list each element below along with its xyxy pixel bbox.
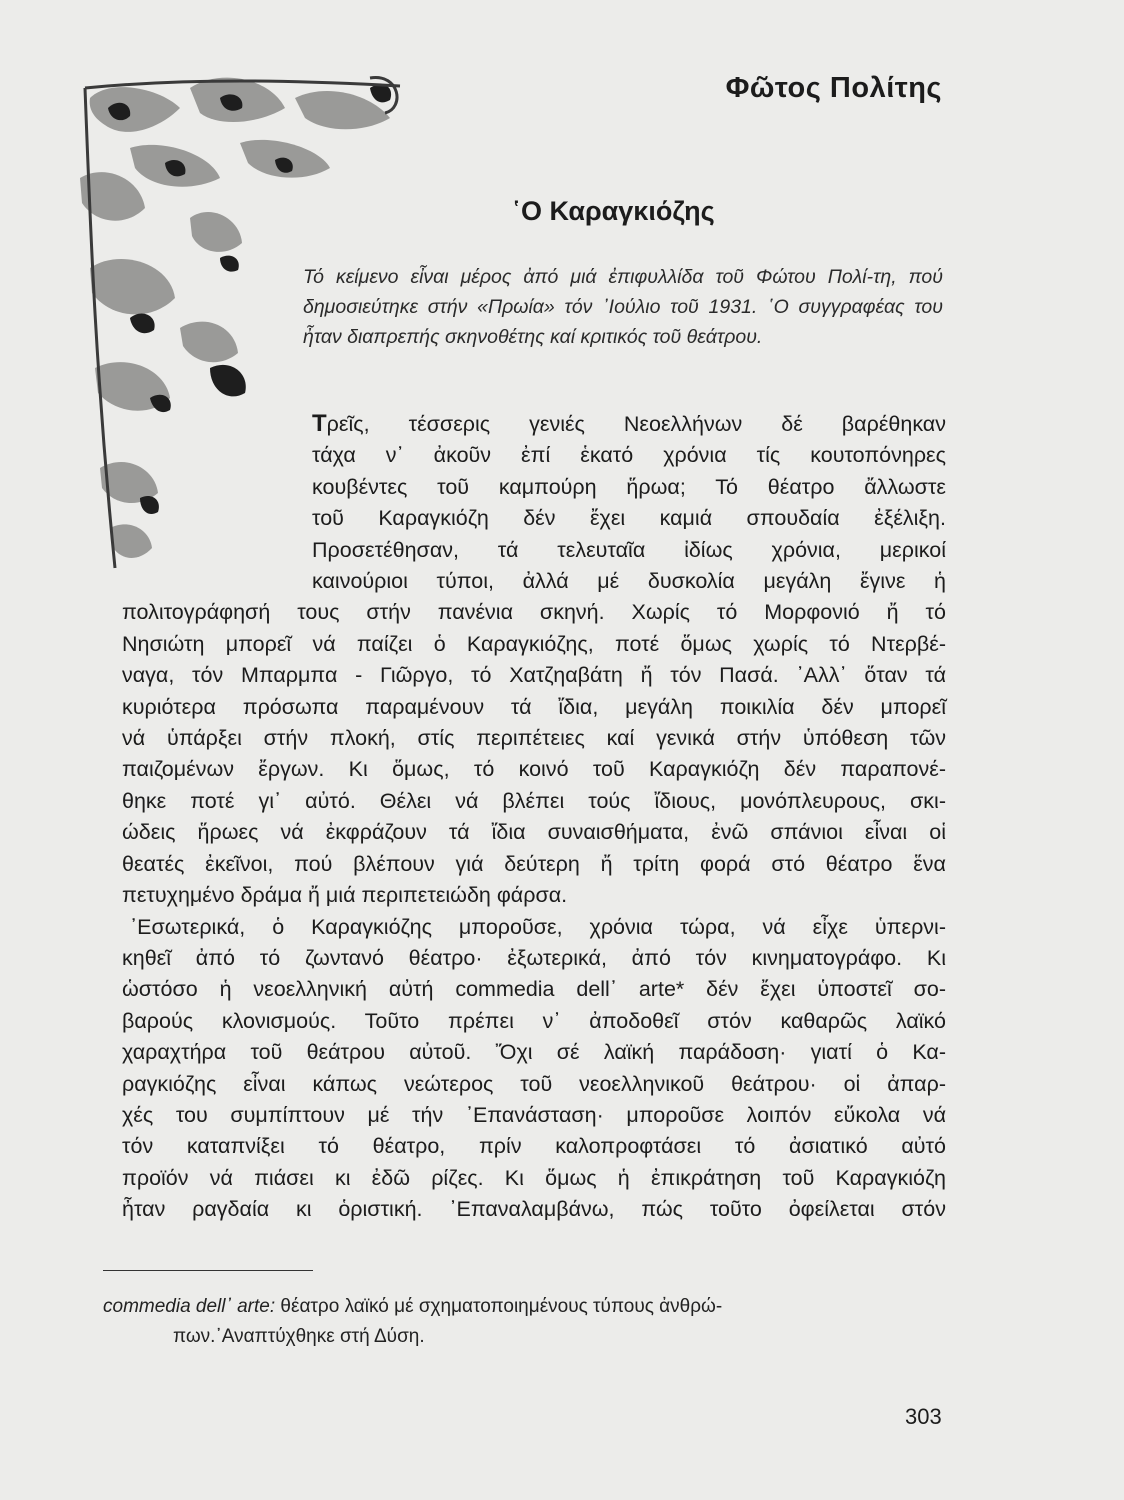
article-body — [122, 408, 946, 1226]
body-line: καινούριοι τύποι, ἀλλά μέ δυσκολία μεγάλη ἔγινε ἡ — [312, 569, 946, 594]
body-line: παιζομένων ἔργων. Κι ὅμως, τό κοινό τοῦ Καραγκιόζη δέν παραπονέ- — [122, 757, 946, 782]
body-line: ναγα, τόν Μπαρμπα - Γιῶργο, τό Χατζηαβάτη ἤ τόν Πασά. ᾽Αλλ᾽ ὅταν τά — [122, 663, 946, 688]
article-intro: Τό κείμενο εἶναι μέρος ἀπό μιά ἐπιφυλλίδα τοῦ Φώτου Πολί-τη, πού δημοσιεύτηκε στήν «Πρωία» τόν ᾽Ιούλιο τοῦ 1931. ῾Ο συγγραφέας του ἦταν διαπρεπής σκηνοθέτης καί κριτικός τοῦ θεάτρου. — [303, 266, 943, 348]
body-line: τάχα ν᾽ ἀκοῦν ἐπί ἑκατό χρόνια τίς κουτοπόνηρες — [312, 443, 946, 468]
body-line: βαρούς κλονισμούς. Τοῦτο πρέπει ν᾽ ἀποδοθεῖ στόν καθαρῶς λαϊκό — [122, 1008, 946, 1033]
body-line: ραγκιόζης εἶναι κάπως νεώτερος τοῦ νεοελληνικοῦ θεάτρου· οἱ ἀπαρ- — [122, 1071, 946, 1096]
body-line: Προσετέθησαν, τά τελευταῖα ἰδίως χρόνια, μερικοί — [312, 537, 946, 562]
body-line — [122, 408, 946, 440]
page-number: 303 — [905, 1404, 942, 1429]
footnote-text-continued: πων.᾽Αναπτύχθηκε στή Δύση. — [173, 1326, 425, 1347]
body-line-text: ρεῖς, τέσσερις γενιές Νεοελλήνων δέ βαρέθηκαν — [326, 412, 946, 436]
body-line: ᾽Εσωτερικά, ὁ Καραγκιόζης μποροῦσε, χρόνια τώρα, νά εἶχε ὑπερνι- — [130, 914, 946, 939]
body-line: κυριότερα πρόσωπα παραμένουν τά ἴδια, μεγάλη ποικιλία δέν μπορεῖ — [122, 694, 946, 719]
body-line: Νησιώτη μπορεῖ νά παίζει ὁ Καραγκιόζης, ποτέ ὅμως χωρίς τό Ντερβέ- — [122, 631, 946, 656]
article-title: ῾Ο Καραγκιόζης — [512, 196, 715, 226]
footnote — [103, 1292, 943, 1352]
body-line: ὡστόσο ἡ νεοελληνική αὐτή commedia dell᾽ arte* δέν ἔχει ὑποστεῖ σο- — [122, 977, 946, 1002]
author-name: Φῶτος Πολίτης — [725, 72, 942, 104]
body-line: νά ὑπάρξει στήν πλοκή, στίς περιπέτειες καί γενικά στήν ὑπόθεση τῶν — [122, 726, 946, 751]
body-line: κουβέντες τοῦ καμπούρη ἥρωα; Τό θέατρο ἄλλωστε — [312, 474, 946, 499]
body-line: θηκε ποτέ γι᾽ αὐτό. Θέλει νά βλέπει τούς ἴδιους, μονόπλευρους, σκι- — [122, 788, 946, 813]
body-line: ώδεις ἥρωες νά ἐκφράζουν τά ἴδια συναισθήματα, ἐνῶ σπάνιοι εἶναι οἱ — [122, 820, 946, 845]
body-line: πολιτογράφησή τους στήν πανένια σκηνή. Χωρίς τό Μορφονιό ἤ τό — [122, 600, 946, 625]
body-line: προϊόν νά πιάσει κι ἐδῶ ρίζες. Κι ὅμως ἡ ἐπικράτηση τοῦ Καραγκιόζη — [122, 1165, 946, 1190]
body-line: χαραχτήρα τοῦ θεάτρου αὐτοῦ. Ὄχι σέ λαϊκή παράδοση· γιατί ὁ Κα- — [122, 1040, 946, 1065]
footnote-text: θέατρο λαϊκό μέ σχηματοποιημένους τύπους ἀνθρώ- — [280, 1296, 723, 1317]
footnote-divider — [103, 1270, 313, 1271]
body-line: χές του συμπίπτουν μέ τήν ᾽Επανάσταση· μποροῦσε λοιπόν εὔκολα νά — [122, 1102, 946, 1127]
body-line: θεατές ἐκεῖνοι, πού βλέπουν γιά δεύτερη ἤ τρίτη φορά στό θέατρο ἕνα — [122, 851, 946, 876]
body-line: ἦταν ραγδαία κι ὁριστική. ᾽Επαναλαμβάνω, πώς τοῦτο ὀφείλεται στόν — [122, 1197, 946, 1222]
body-line: τοῦ Καραγκιόζη δέν ἔχει καμιά σπουδαία ἐξέλιξη. — [312, 506, 946, 531]
body-line: κηθεῖ ἀπό τό ζωντανό θέατρο· ἐξωτερικά, ἀπό τόν κινηματογράφο. Κι — [122, 945, 946, 970]
footnote-term: commedia dell᾽ arte: — [103, 1296, 276, 1317]
body-line: πετυχημένο δράμα ἤ μιά περιπετειώδη φάρσα. — [122, 883, 568, 908]
drop-cap: Τ — [312, 410, 327, 437]
body-line: τόν καταπνίξει τό θέατρο, πρίν καλοπροφτάσει τό ἀσιατικό αὐτό — [122, 1134, 946, 1159]
